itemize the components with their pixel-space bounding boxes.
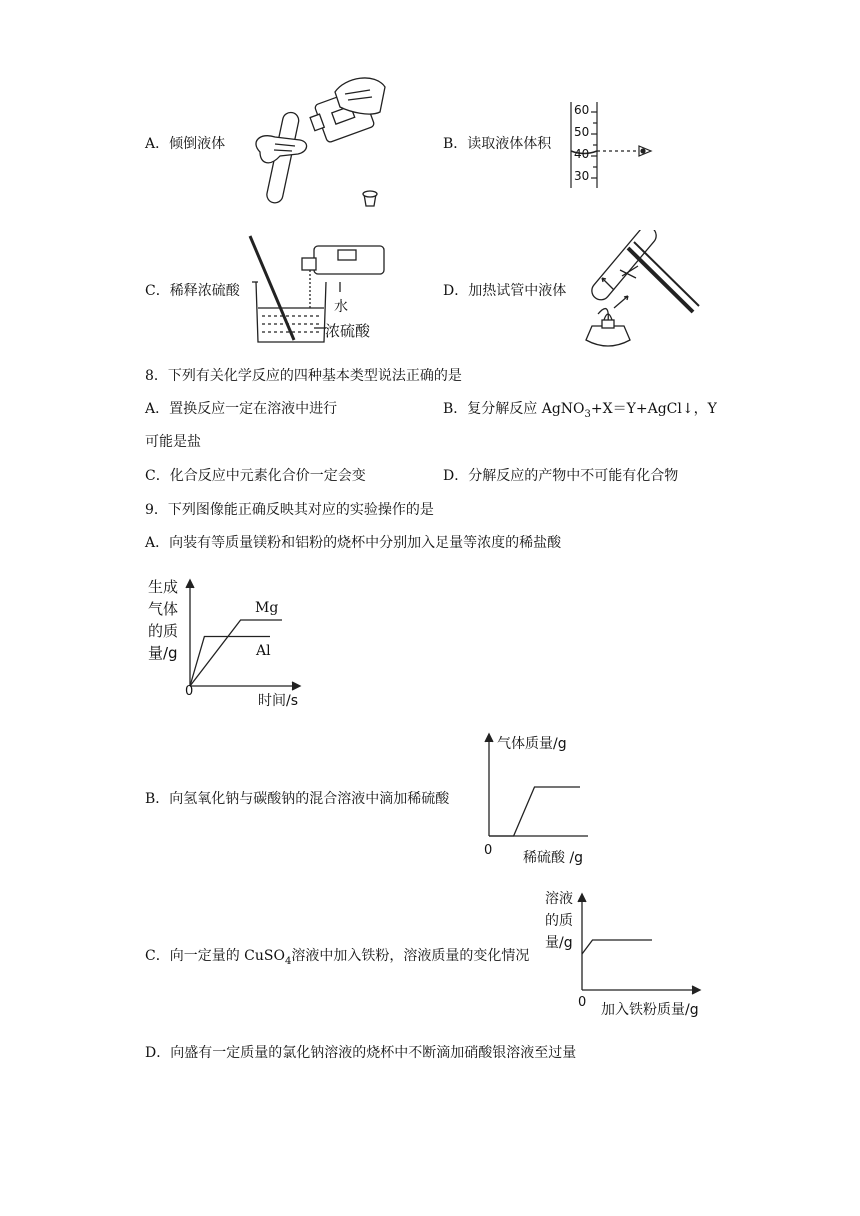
q8-option-b-post: +X＝Y+AgCl↓，Y <box>590 401 717 417</box>
q8-option-a: A．置换反应一定在溶液中进行 <box>145 401 338 417</box>
chart-c-x-arrow <box>692 986 700 994</box>
q9-option-b: B．向氢氧化钠与碳酸钠的混合溶液中滴加稀硫酸 <box>145 791 450 807</box>
chart-a-ylabel-1: 生成 <box>148 578 179 596</box>
q8-option-b-sub: 3 <box>584 408 591 420</box>
chart-a-legend-mg: Mg <box>255 600 279 616</box>
q8-option-c: C．化合反应中元素化合价一定会变 <box>145 468 366 484</box>
water-label: 水 <box>334 299 348 315</box>
q9-option-c-pre: C．向一定量的 CuSO <box>145 948 285 964</box>
q9-option-c <box>145 946 529 972</box>
chart-b-origin: 0 <box>484 843 493 858</box>
q7-option-d: D．加热试管中液体 <box>443 283 567 299</box>
chart-a-ylabel-4: 量/g <box>148 644 178 662</box>
chart-c-ylabel-3: 量/g <box>545 935 573 951</box>
chart-c-origin: 0 <box>578 995 587 1010</box>
chart-b-series <box>489 787 580 836</box>
q7-option-c: C．稀释浓硫酸 <box>145 283 240 299</box>
chart-a-legend-al: Al <box>256 643 271 659</box>
q7-option-b: B．读取液体体积 <box>443 136 552 152</box>
chart-c-xlabel: 加入铁粉质量/g <box>601 1002 699 1018</box>
chart-c <box>574 890 704 1000</box>
q7-option-a: A．倾倒液体 <box>145 136 226 152</box>
chart-b-ylabel: 气体质量/g <box>497 736 567 752</box>
chart-b-xlabel: 稀硫酸 /g <box>523 850 584 866</box>
q8-option-d: D．分解反应的产物中不可能有化合物 <box>443 468 679 484</box>
q8-stem: 8．下列有关化学反应的四种基本类型说法正确的是 <box>145 368 462 384</box>
chart-b-y-arrow <box>485 734 493 742</box>
chart-c-ylabel-2: 的质 <box>545 913 573 929</box>
cylinder-tick-50: 50 <box>574 125 590 139</box>
q9-option-d: D．向盛有一定质量的氯化钠溶液的烧杯中不断滴加硝酸银溶液至过量 <box>145 1045 577 1061</box>
q9-option-c-sub: 4 <box>284 955 292 967</box>
cylinder-tick-30: 30 <box>574 169 590 183</box>
chart-a-origin: 0 <box>185 684 194 699</box>
chart-c-series <box>582 940 652 954</box>
heating-test-tube-figure <box>578 230 708 354</box>
chart-c-ylabel-1: 溶液 <box>545 891 573 907</box>
q9-stem: 9．下列图像能正确反映其对应的实验操作的是 <box>145 502 434 518</box>
q8-option-b-continued: 可能是盐 <box>145 434 201 450</box>
chart-a-ylabel-2: 气体 <box>148 600 179 618</box>
chart-a-ylabel-3: 的质 <box>148 622 179 640</box>
chart-a-x-arrow <box>292 682 300 690</box>
dilute-acid-figure <box>244 232 394 348</box>
chart-c-y-arrow <box>578 894 586 902</box>
cylinder-tick-40: 40 <box>574 147 590 161</box>
q9-option-a: A．向装有等质量镁粉和铝粉的烧杯中分别加入足量等浓度的稀盐酸 <box>145 535 562 551</box>
q8-option-b-pre: B．复分解反应 AgNO <box>443 401 585 417</box>
cylinder-tick-60: 60 <box>574 103 590 117</box>
q8-option-b <box>443 399 717 425</box>
chart-b <box>480 730 590 840</box>
pouring-liquid-figure <box>240 72 390 212</box>
q9-option-c-post: 溶液中加入铁粉，溶液质量的变化情况 <box>291 948 530 964</box>
chart-a-xlabel: 时间/s <box>258 693 299 709</box>
concentrated-acid-label: 浓硫酸 <box>325 322 371 340</box>
chart-a <box>180 576 310 696</box>
chart-a-y-arrow <box>186 580 194 588</box>
